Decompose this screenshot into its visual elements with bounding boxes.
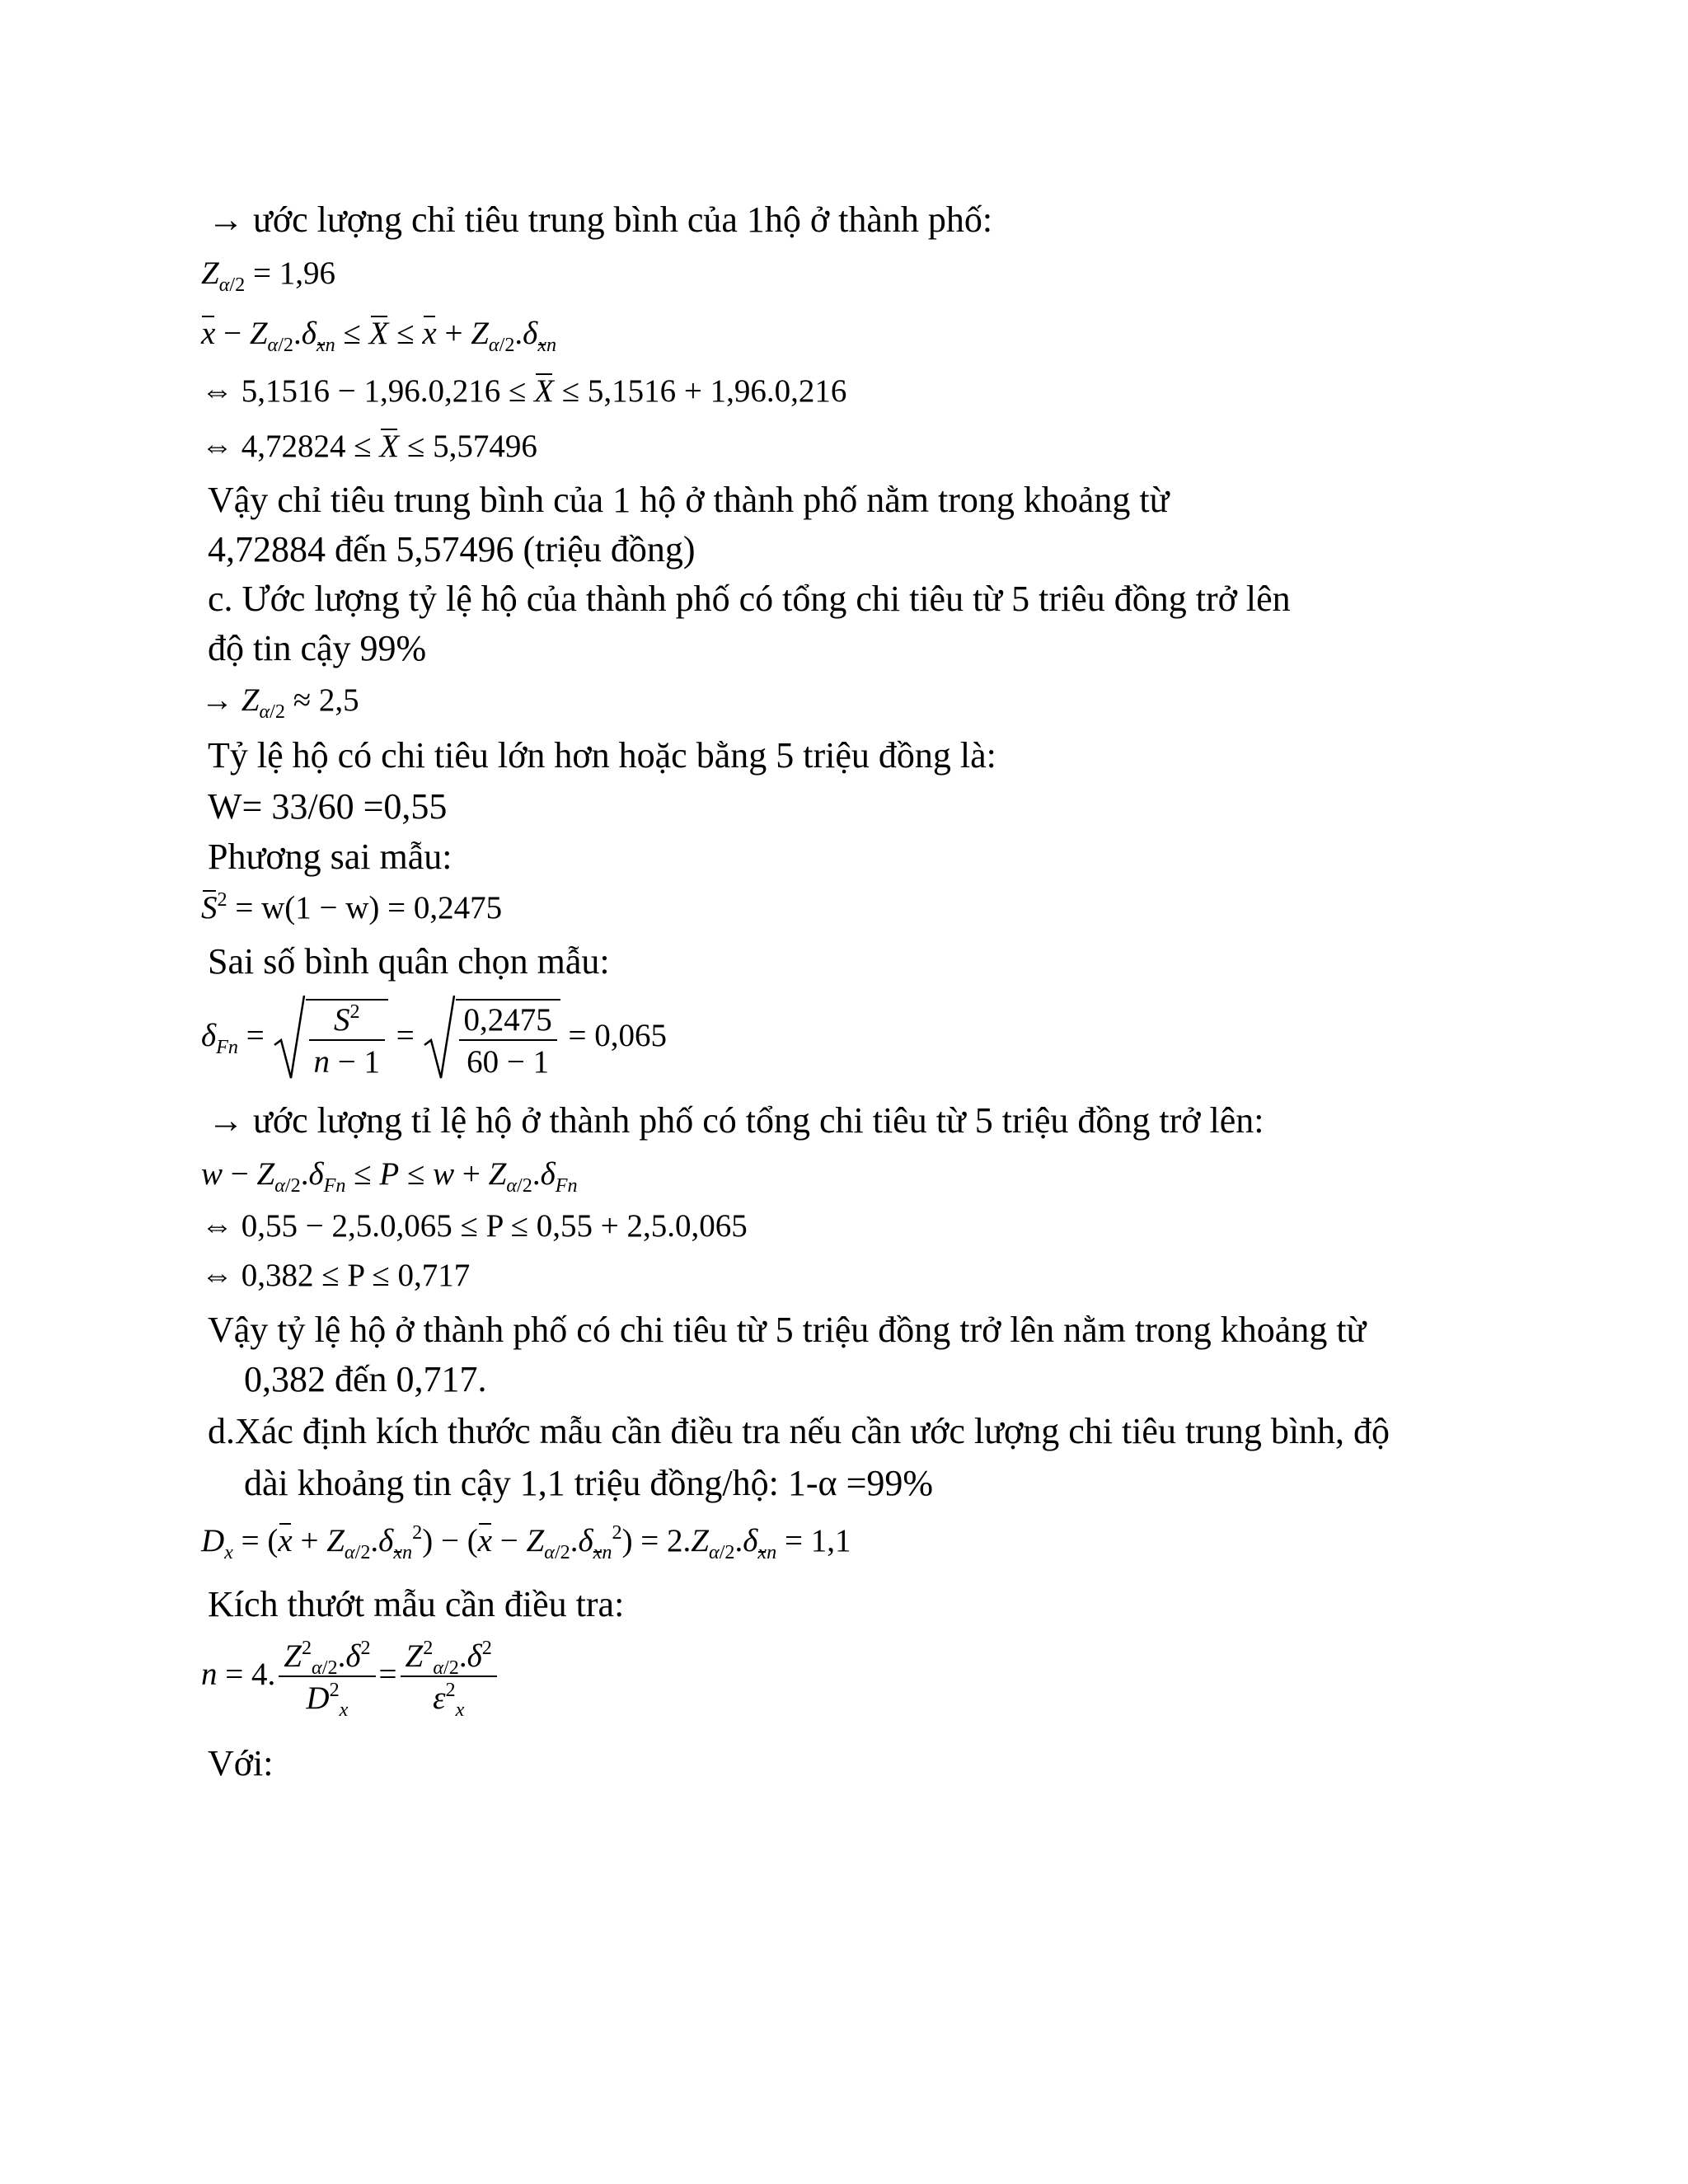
formula-proportion-substitution: ⇔ 0,55 − 2,5.0,065 ≤ P ≤ 0,55 + 2,5.0,065 xyxy=(201,1208,748,1244)
text-line: Phương sai mẫu: xyxy=(208,837,452,877)
formula-interval-length: $D_x = (x + Z_{\alpha/2}.\delta_{xn}^2) - (x - Z_{\alpha/2}.\delta_{xn}^2) = 2.Z_{\alpha/2}.\delta_{xn} = 1,1$ xyxy=(201,1521,851,1564)
text-line: Với: xyxy=(208,1743,274,1783)
formula-z-25: → $Z_{\alpha/2} \approx 2,5$ xyxy=(201,682,359,724)
formula-proportion-result: ⇔ 0,382 ≤ P ≤ 0,717 xyxy=(201,1258,471,1293)
formula-mean-interval: $x - Z_{\alpha/2}.\delta_{xn} \le X \le x + Z_{\alpha/2}.\delta_{xn}$ xyxy=(201,316,557,357)
section-heading-d: d.Xác định kích thước mẫu cần điều tra nếu cần ước lượng chi tiêu trung bình, độ xyxy=(208,1411,1390,1451)
formula-standard-error: $\delta_{Fn}$ = $\frac{S^2}{n - 1}$ = $\frac{0,2475}{60 - 1}$ = 0,065 xyxy=(201,999,667,1078)
formula-sample-variance: $S^2 = w(1 - w) = 0,2475$ xyxy=(201,888,503,926)
text-line: W= 33/60 =0,55 xyxy=(208,786,448,827)
text-line: Tỷ lệ hộ có chi tiêu lớn hơn hoặc bằng 5 triệu đồng là: xyxy=(208,735,996,776)
formula-mean-substitution: ⇔ 5,1516 − 1,96.0,216 ≤ X ≤ 5,1516 + 1,96.0,216 xyxy=(201,373,847,409)
text-line: 4,72884 đến 5,57496 (triệu đồng) xyxy=(208,529,696,569)
formula-proportion-interval: $w - Z_{\alpha/2}.\delta_{Fn} \le P \le w + Z_{\alpha/2}.\delta_{Fn}$ xyxy=(201,1156,578,1197)
text-line: Kích thướt mẫu cần điều tra: xyxy=(208,1584,625,1624)
text-line: Sai số bình quân chọn mẫu: xyxy=(208,941,610,982)
text-line: dài khoảng tin cậy 1,1 triệu đồng/hộ: 1-α =99% xyxy=(244,1463,934,1503)
text-line: → ước lượng chỉ tiêu trung bình của 1hộ ở thành phố: xyxy=(208,199,993,240)
text-line: Vậy tỷ lệ hộ ở thành phố có chi tiêu từ 5 triệu đồng trở lên nằm trong khoảng từ xyxy=(208,1310,1367,1350)
formula-sample-size: n = 4. $\frac{Z^2_{\alpha/2}.\delta^2}{D^2_x}$ = $\frac{Z^2_{\alpha/2}.\delta^2}{\varepsilon^2_x}$ xyxy=(201,1640,500,1714)
text-line: 0,382 đến 0,717. xyxy=(244,1359,487,1399)
text-line: độ tin cậy 99% xyxy=(208,628,427,668)
formula-z-196: $Z_{\alpha/2} = 1,96$ xyxy=(201,255,335,297)
formula-mean-result: ⇔ 4,72824 ≤ X ≤ 5,57496 xyxy=(201,429,537,464)
section-heading-c: c. Ước lượng tỷ lệ hộ của thành phố có tổng chi tiêu từ 5 triêu đồng trở lên xyxy=(208,579,1291,619)
text-line: → ước lượng tỉ lệ hộ ở thành phố có tổng chi tiêu từ 5 triệu đồng trở lên: xyxy=(208,1100,1264,1141)
text-line: Vậy chỉ tiêu trung bình của 1 hộ ở thành phố nằm trong khoảng từ xyxy=(208,480,1170,520)
